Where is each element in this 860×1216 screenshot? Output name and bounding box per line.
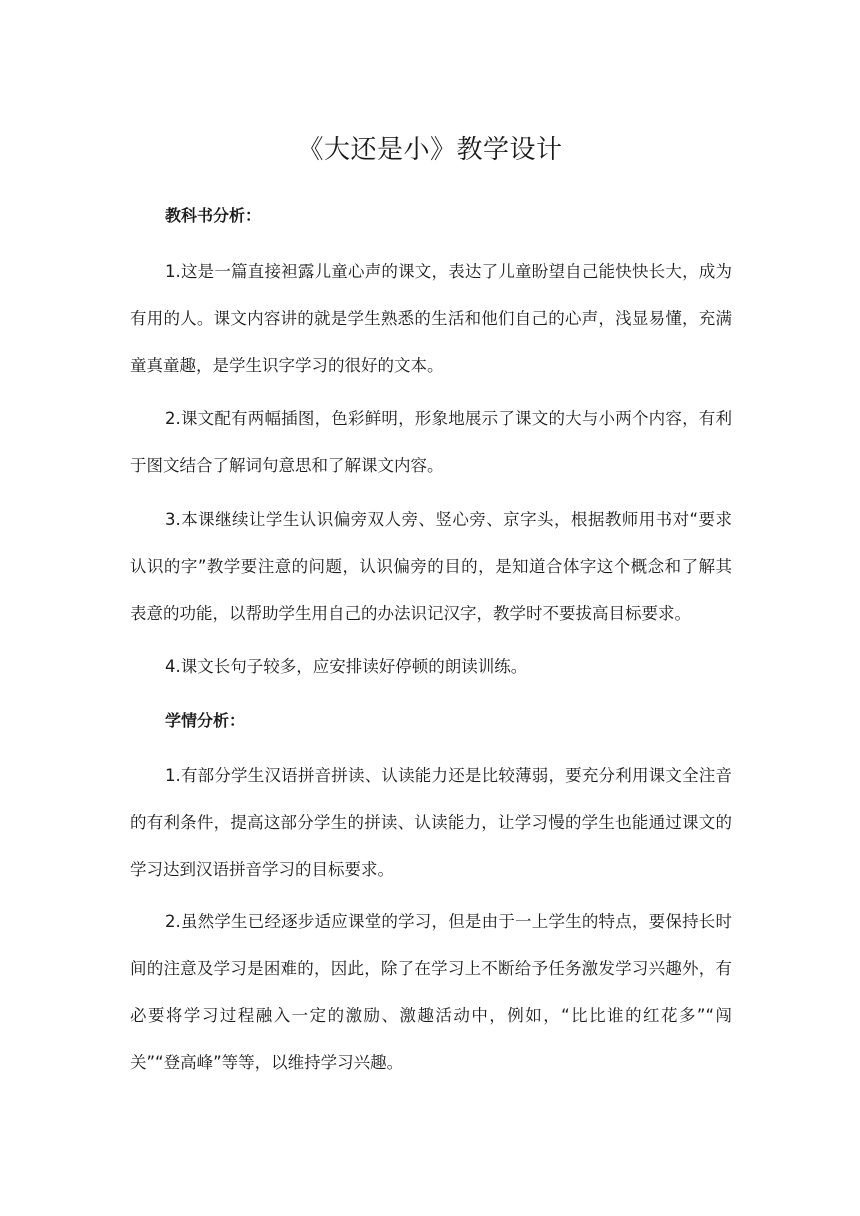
paragraph: 2.虽然学生已经逐步适应课堂的学习，但是由于一上学生的特点，要保持长时间的注意及学习是困难的，因此，除了在学习上不断给予任务激发学习兴趣外，有必要将学习过程融入一定的激励、激趣活动中，例如，“比比谁的红花多”“闯关”“登高峰”等等，以维持学习兴趣。 (130, 912, 732, 1072)
section-heading-textbook-analysis: 教科书分析： (165, 206, 262, 225)
paragraph: 1.这是一篇直接袒露儿童心声的课文，表达了儿童盼望自己能快快长大，成为有用的人。课文内容讲的就是学生熟悉的生活和他们自己的心声，浅显易懂，充满童真童趣，是学生识字学习的很好的文本。 (130, 262, 732, 375)
paragraph: 1.有部分学生汉语拼音拼读、认读能力还是比较薄弱，要充分利用课文全注音的有利条件，提高这部分学生的拼读、认读能力，让学习慢的学生也能通过课文的学习达到汉语拼音学习的目标要求。 (130, 766, 732, 879)
section-heading-student-analysis: 学情分析： (165, 711, 246, 730)
document-title: 《大还是小》教学设计 (297, 135, 563, 165)
paragraph: 2.课文配有两幅插图，色彩鲜明，形象地展示了课文的大与小两个内容，有利于图文结合了解词句意思和了解课文内容。 (130, 409, 732, 475)
paragraph: 4.课文长句子较多，应安排读好停顿的朗读训练。 (165, 657, 528, 676)
paragraph: 3.本课继续让学生认识偏旁双人旁、竖心旁、京字头，根据教师用书对“要求认识的字”教学要注意的问题，认识偏旁的目的，是知道合体字这个概念和了解其表意的功能，以帮助学生用自己的办法识记汉字，教学时不要拔高目标要求。 (130, 510, 732, 623)
